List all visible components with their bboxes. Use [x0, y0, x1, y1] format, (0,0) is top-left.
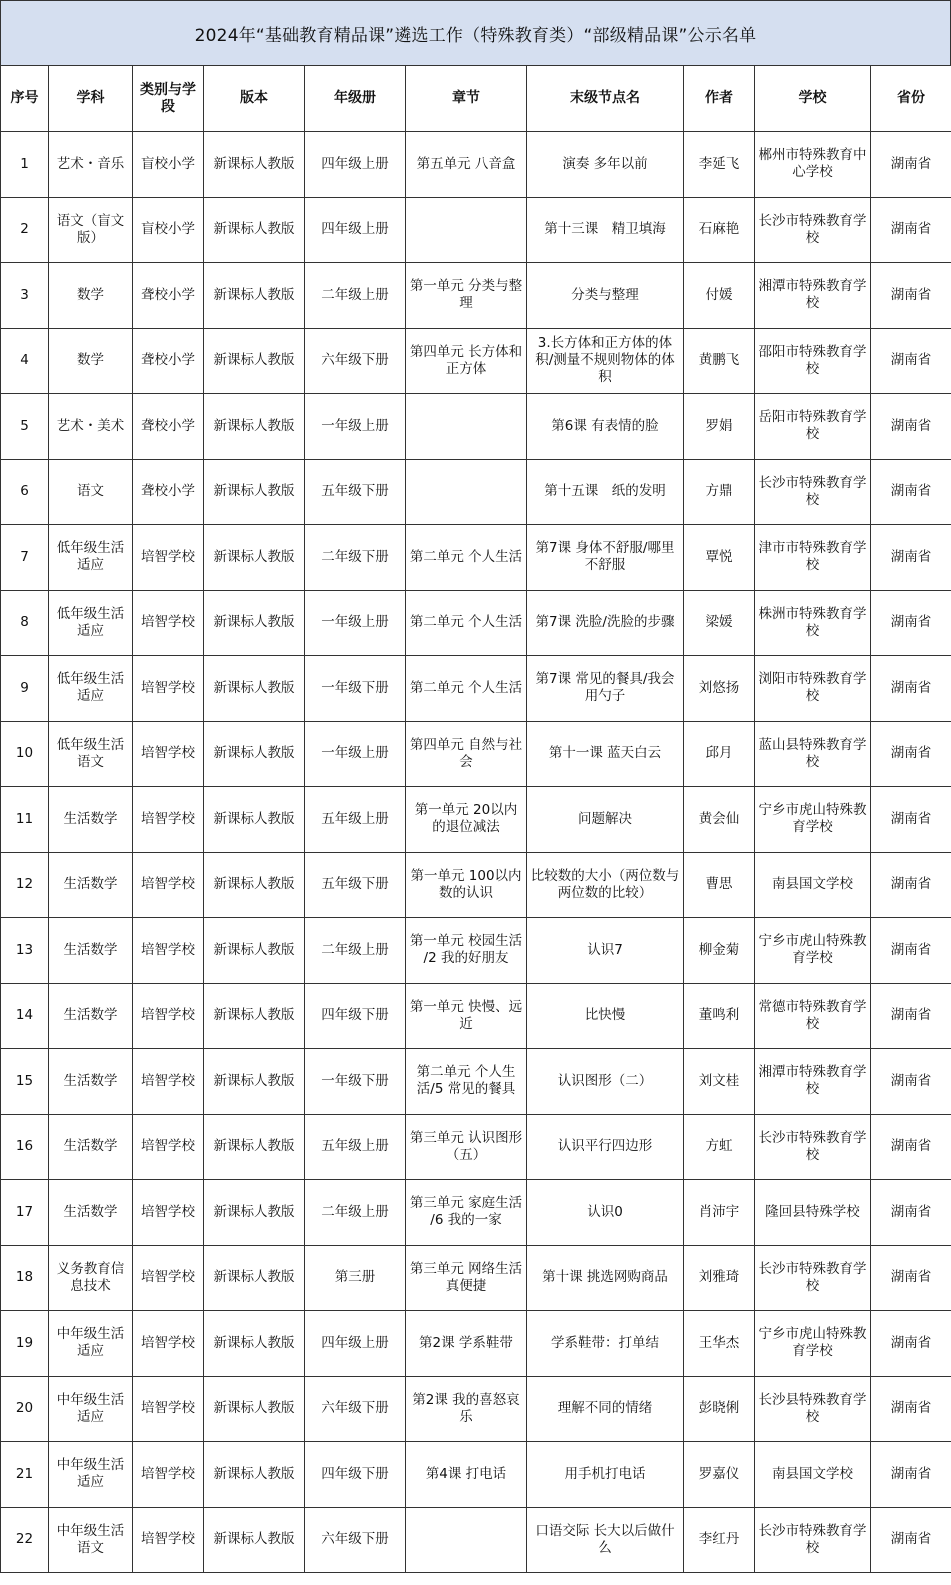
table-row — [1, 1114, 951, 1180]
cell-node: 演奏 多年以前 — [527, 132, 684, 198]
cell-province: 湖南省 — [871, 656, 951, 722]
cell-school: 株洲市特殊教育学校 — [755, 590, 871, 656]
cell-no: 3 — [1, 263, 49, 329]
cell-subject: 生活数学 — [49, 1114, 133, 1180]
table-row — [1, 525, 951, 591]
cell-category: 培智学校 — [133, 721, 204, 787]
cell-author: 柳金菊 — [684, 918, 755, 984]
cell-province: 湖南省 — [871, 918, 951, 984]
cell-category: 盲校小学 — [133, 197, 204, 263]
cell-no: 14 — [1, 983, 49, 1049]
cell-category: 聋校小学 — [133, 328, 204, 394]
header-chapter: 章节 — [406, 66, 527, 132]
cell-grade: 第三册 — [305, 1245, 406, 1311]
cell-grade: 五年级下册 — [305, 852, 406, 918]
cell-edition: 新课标人教版 — [204, 1180, 305, 1246]
cell-chapter: 第2课 学系鞋带 — [406, 1311, 527, 1377]
table-row — [1, 394, 951, 460]
cell-edition: 新课标人教版 — [204, 1507, 305, 1573]
cell-node: 分类与整理 — [527, 263, 684, 329]
cell-school: 长沙市特殊教育学校 — [755, 197, 871, 263]
cell-chapter: 第三单元 网络生活真便捷 — [406, 1245, 527, 1311]
cell-province: 湖南省 — [871, 1442, 951, 1508]
cell-subject: 语文（盲文版） — [49, 197, 133, 263]
cell-school: 宁乡市虎山特殊教育学校 — [755, 1311, 871, 1377]
cell-author: 黄会仙 — [684, 787, 755, 853]
cell-province: 湖南省 — [871, 525, 951, 591]
cell-author: 刘文桂 — [684, 1049, 755, 1115]
cell-subject: 低年级生活适应 — [49, 525, 133, 591]
cell-node: 比快慢 — [527, 983, 684, 1049]
cell-category: 培智学校 — [133, 1180, 204, 1246]
cell-edition: 新课标人教版 — [204, 197, 305, 263]
cell-no: 21 — [1, 1442, 49, 1508]
cell-school: 邵阳市特殊教育学校 — [755, 328, 871, 394]
cell-chapter — [406, 1507, 527, 1573]
cell-grade: 六年级下册 — [305, 1376, 406, 1442]
cell-no: 7 — [1, 525, 49, 591]
cell-no: 13 — [1, 918, 49, 984]
cell-author: 肖沛宇 — [684, 1180, 755, 1246]
cell-edition: 新课标人教版 — [204, 1114, 305, 1180]
cell-edition: 新课标人教版 — [204, 263, 305, 329]
cell-node: 认识图形（二） — [527, 1049, 684, 1115]
cell-chapter: 第二单元 个人生活 — [406, 525, 527, 591]
cell-grade: 二年级上册 — [305, 1180, 406, 1246]
cell-subject: 低年级生活适应 — [49, 590, 133, 656]
cell-chapter — [406, 197, 527, 263]
cell-no: 4 — [1, 328, 49, 394]
cell-chapter: 第4课 打电话 — [406, 1442, 527, 1508]
cell-node: 问题解决 — [527, 787, 684, 853]
cell-no: 20 — [1, 1376, 49, 1442]
cell-grade: 二年级下册 — [305, 525, 406, 591]
cell-category: 培智学校 — [133, 1442, 204, 1508]
cell-edition: 新课标人教版 — [204, 656, 305, 722]
cell-school: 长沙市特殊教育学校 — [755, 1507, 871, 1573]
header-category: 类别与学段 — [133, 66, 204, 132]
cell-province: 湖南省 — [871, 263, 951, 329]
cell-chapter: 第四单元 自然与社会 — [406, 721, 527, 787]
cell-school: 蓝山县特殊教育学校 — [755, 721, 871, 787]
cell-node: 认识0 — [527, 1180, 684, 1246]
cell-school: 岳阳市特殊教育学校 — [755, 394, 871, 460]
header-no: 序号 — [1, 66, 49, 132]
cell-no: 6 — [1, 459, 49, 525]
table-row — [1, 852, 951, 918]
cell-school: 常德市特殊教育学校 — [755, 983, 871, 1049]
cell-category: 培智学校 — [133, 656, 204, 722]
table-row — [1, 328, 951, 394]
cell-author: 李延飞 — [684, 132, 755, 198]
cell-grade: 四年级上册 — [305, 1311, 406, 1377]
cell-node: 第7课 常见的餐具/我会用勺子 — [527, 656, 684, 722]
cell-province: 湖南省 — [871, 1376, 951, 1442]
cell-chapter: 第2课 我的喜怒哀乐 — [406, 1376, 527, 1442]
cell-subject: 低年级生活语文 — [49, 721, 133, 787]
cell-chapter: 第二单元 个人生活 — [406, 656, 527, 722]
cell-subject: 语文 — [49, 459, 133, 525]
cell-grade: 一年级上册 — [305, 721, 406, 787]
cell-school: 南县国文学校 — [755, 852, 871, 918]
header-edition: 版本 — [204, 66, 305, 132]
cell-subject: 中年级生活适应 — [49, 1376, 133, 1442]
cell-category: 盲校小学 — [133, 132, 204, 198]
table-row — [1, 197, 951, 263]
cell-node: 理解不同的情绪 — [527, 1376, 684, 1442]
publication-list-table — [0, 65, 951, 1573]
cell-subject: 数学 — [49, 328, 133, 394]
cell-edition: 新课标人教版 — [204, 983, 305, 1049]
cell-edition: 新课标人教版 — [204, 721, 305, 787]
cell-author: 董鸣利 — [684, 983, 755, 1049]
cell-grade: 五年级上册 — [305, 787, 406, 853]
cell-no: 22 — [1, 1507, 49, 1573]
cell-grade: 二年级上册 — [305, 918, 406, 984]
page-title: 2024年“基础教育精品课”遴选工作（特殊教育类）“部级精品课”公示名单 — [0, 0, 951, 66]
cell-no: 1 — [1, 132, 49, 198]
cell-grade: 一年级上册 — [305, 394, 406, 460]
cell-school: 南县国文学校 — [755, 1442, 871, 1508]
cell-author: 李红丹 — [684, 1507, 755, 1573]
cell-chapter — [406, 459, 527, 525]
cell-subject: 生活数学 — [49, 1049, 133, 1115]
cell-category: 培智学校 — [133, 787, 204, 853]
cell-province: 湖南省 — [871, 1311, 951, 1377]
cell-chapter: 第一单元 100以内数的认识 — [406, 852, 527, 918]
cell-author: 方鼎 — [684, 459, 755, 525]
cell-no: 12 — [1, 852, 49, 918]
cell-school: 津市市特殊教育学校 — [755, 525, 871, 591]
cell-author: 罗娟 — [684, 394, 755, 460]
header-subject: 学科 — [49, 66, 133, 132]
cell-subject: 生活数学 — [49, 852, 133, 918]
table-row — [1, 1442, 951, 1508]
cell-edition: 新课标人教版 — [204, 590, 305, 656]
cell-grade: 六年级下册 — [305, 328, 406, 394]
cell-author: 罗嘉仪 — [684, 1442, 755, 1508]
table-row — [1, 1049, 951, 1115]
cell-province: 湖南省 — [871, 1114, 951, 1180]
cell-school: 长沙县特殊教育学校 — [755, 1376, 871, 1442]
cell-author: 邱月 — [684, 721, 755, 787]
header-author: 作者 — [684, 66, 755, 132]
cell-chapter: 第五单元 八音盒 — [406, 132, 527, 198]
cell-province: 湖南省 — [871, 459, 951, 525]
cell-category: 培智学校 — [133, 1049, 204, 1115]
cell-node: 3.长方体和正方体的体积/测量不规则物体的体积 — [527, 328, 684, 394]
header-school: 学校 — [755, 66, 871, 132]
cell-province: 湖南省 — [871, 1507, 951, 1573]
table-row — [1, 459, 951, 525]
cell-node: 比较数的大小（两位数与两位数的比较） — [527, 852, 684, 918]
table-row — [1, 263, 951, 329]
cell-category: 培智学校 — [133, 525, 204, 591]
cell-node: 第十三课 精卫填海 — [527, 197, 684, 263]
cell-chapter: 第四单元 长方体和正方体 — [406, 328, 527, 394]
cell-author: 彭晓俐 — [684, 1376, 755, 1442]
cell-grade: 四年级上册 — [305, 197, 406, 263]
cell-province: 湖南省 — [871, 197, 951, 263]
cell-school: 宁乡市虎山特殊教育学校 — [755, 918, 871, 984]
cell-category: 培智学校 — [133, 918, 204, 984]
cell-category: 培智学校 — [133, 1376, 204, 1442]
cell-category: 培智学校 — [133, 1311, 204, 1377]
cell-school: 隆回县特殊学校 — [755, 1180, 871, 1246]
cell-grade: 五年级下册 — [305, 459, 406, 525]
cell-province: 湖南省 — [871, 983, 951, 1049]
cell-grade: 四年级上册 — [305, 132, 406, 198]
cell-province: 湖南省 — [871, 132, 951, 198]
cell-node: 第十一课 蓝天白云 — [527, 721, 684, 787]
cell-school: 长沙市特殊教育学校 — [755, 459, 871, 525]
cell-edition: 新课标人教版 — [204, 1376, 305, 1442]
cell-chapter: 第二单元 个人生活/5 常见的餐具 — [406, 1049, 527, 1115]
table-row — [1, 1376, 951, 1442]
cell-author: 王华杰 — [684, 1311, 755, 1377]
cell-province: 湖南省 — [871, 721, 951, 787]
cell-subject: 生活数学 — [49, 787, 133, 853]
cell-node: 第十课 挑选网购商品 — [527, 1245, 684, 1311]
cell-category: 培智学校 — [133, 1507, 204, 1573]
cell-category: 培智学校 — [133, 590, 204, 656]
cell-province: 湖南省 — [871, 852, 951, 918]
cell-no: 11 — [1, 787, 49, 853]
cell-edition: 新课标人教版 — [204, 918, 305, 984]
cell-province: 湖南省 — [871, 787, 951, 853]
cell-edition: 新课标人教版 — [204, 328, 305, 394]
cell-subject: 艺术・音乐 — [49, 132, 133, 198]
cell-edition: 新课标人教版 — [204, 1442, 305, 1508]
cell-grade: 六年级下册 — [305, 1507, 406, 1573]
table-row — [1, 132, 951, 198]
cell-province: 湖南省 — [871, 1049, 951, 1115]
cell-subject: 生活数学 — [49, 918, 133, 984]
table-row — [1, 983, 951, 1049]
cell-subject: 中年级生活语文 — [49, 1507, 133, 1573]
cell-edition: 新课标人教版 — [204, 394, 305, 460]
cell-edition: 新课标人教版 — [204, 1245, 305, 1311]
cell-grade: 一年级下册 — [305, 1049, 406, 1115]
cell-chapter: 第三单元 家庭生活 /6 我的一家 — [406, 1180, 527, 1246]
cell-edition: 新课标人教版 — [204, 852, 305, 918]
cell-edition: 新课标人教版 — [204, 525, 305, 591]
cell-author: 梁媛 — [684, 590, 755, 656]
cell-no: 2 — [1, 197, 49, 263]
cell-province: 湖南省 — [871, 394, 951, 460]
cell-author: 付媛 — [684, 263, 755, 329]
cell-node: 认识7 — [527, 918, 684, 984]
cell-category: 培智学校 — [133, 983, 204, 1049]
cell-province: 湖南省 — [871, 1245, 951, 1311]
cell-province: 湖南省 — [871, 590, 951, 656]
cell-grade: 四年级下册 — [305, 1442, 406, 1508]
header-node: 末级节点名 — [527, 66, 684, 132]
cell-subject: 低年级生活适应 — [49, 656, 133, 722]
header-province: 省份 — [871, 66, 951, 132]
cell-province: 湖南省 — [871, 328, 951, 394]
cell-node: 认识平行四边形 — [527, 1114, 684, 1180]
cell-chapter — [406, 394, 527, 460]
cell-chapter: 第一单元 校园生活 /2 我的好朋友 — [406, 918, 527, 984]
cell-no: 15 — [1, 1049, 49, 1115]
cell-subject: 数学 — [49, 263, 133, 329]
cell-node: 口语交际 长大以后做什么 — [527, 1507, 684, 1573]
cell-chapter: 第二单元 个人生活 — [406, 590, 527, 656]
cell-edition: 新课标人教版 — [204, 1311, 305, 1377]
cell-subject: 生活数学 — [49, 1180, 133, 1246]
cell-chapter: 第一单元 快慢、远近 — [406, 983, 527, 1049]
cell-author: 方虹 — [684, 1114, 755, 1180]
cell-no: 18 — [1, 1245, 49, 1311]
cell-category: 培智学校 — [133, 852, 204, 918]
cell-school: 浏阳市特殊教育学校 — [755, 656, 871, 722]
table-row — [1, 1245, 951, 1311]
cell-node: 第7课 身体不舒服/哪里不舒服 — [527, 525, 684, 591]
cell-author: 黄鹏飞 — [684, 328, 755, 394]
cell-school: 长沙市特殊教育学校 — [755, 1114, 871, 1180]
cell-edition: 新课标人教版 — [204, 459, 305, 525]
cell-no: 16 — [1, 1114, 49, 1180]
cell-school: 湘潭市特殊教育学校 — [755, 263, 871, 329]
table-header-row — [1, 66, 951, 132]
cell-chapter: 第一单元 分类与整理 — [406, 263, 527, 329]
header-grade: 年级册 — [305, 66, 406, 132]
table-row — [1, 1180, 951, 1246]
cell-school: 湘潭市特殊教育学校 — [755, 1049, 871, 1115]
cell-grade: 二年级上册 — [305, 263, 406, 329]
cell-category: 聋校小学 — [133, 459, 204, 525]
cell-node: 用手机打电话 — [527, 1442, 684, 1508]
table-row — [1, 721, 951, 787]
cell-grade: 一年级上册 — [305, 590, 406, 656]
cell-node: 学系鞋带：打单结 — [527, 1311, 684, 1377]
cell-author: 刘悠扬 — [684, 656, 755, 722]
cell-subject: 艺术・美术 — [49, 394, 133, 460]
cell-node: 第7课 洗脸/洗脸的步骤 — [527, 590, 684, 656]
cell-no: 10 — [1, 721, 49, 787]
cell-author: 曹思 — [684, 852, 755, 918]
cell-author: 刘雅琦 — [684, 1245, 755, 1311]
cell-school: 长沙市特殊教育学校 — [755, 1245, 871, 1311]
cell-category: 培智学校 — [133, 1245, 204, 1311]
cell-no: 9 — [1, 656, 49, 722]
cell-node: 第6课 有表情的脸 — [527, 394, 684, 460]
table-row — [1, 787, 951, 853]
cell-subject: 生活数学 — [49, 983, 133, 1049]
cell-subject: 中年级生活适应 — [49, 1311, 133, 1377]
cell-no: 8 — [1, 590, 49, 656]
cell-grade: 四年级下册 — [305, 983, 406, 1049]
cell-edition: 新课标人教版 — [204, 132, 305, 198]
cell-edition: 新课标人教版 — [204, 1049, 305, 1115]
cell-node: 第十五课 纸的发明 — [527, 459, 684, 525]
cell-author: 石麻艳 — [684, 197, 755, 263]
cell-no: 17 — [1, 1180, 49, 1246]
cell-school: 宁乡市虎山特殊教育学校 — [755, 787, 871, 853]
cell-no: 5 — [1, 394, 49, 460]
cell-no: 19 — [1, 1311, 49, 1377]
cell-edition: 新课标人教版 — [204, 787, 305, 853]
cell-category: 培智学校 — [133, 1114, 204, 1180]
cell-grade: 一年级下册 — [305, 656, 406, 722]
table-row — [1, 590, 951, 656]
cell-chapter: 第三单元 认识图形（五） — [406, 1114, 527, 1180]
cell-province: 湖南省 — [871, 1180, 951, 1246]
cell-school: 郴州市特殊教育中心学校 — [755, 132, 871, 198]
cell-subject: 义务教育信息技术 — [49, 1245, 133, 1311]
table-row — [1, 656, 951, 722]
table-row — [1, 1507, 951, 1573]
cell-chapter: 第一单元 20以内的退位减法 — [406, 787, 527, 853]
cell-subject: 中年级生活适应 — [49, 1442, 133, 1508]
table-row — [1, 918, 951, 984]
table-row — [1, 1311, 951, 1377]
cell-category: 聋校小学 — [133, 394, 204, 460]
cell-author: 覃悦 — [684, 525, 755, 591]
cell-category: 聋校小学 — [133, 263, 204, 329]
cell-grade: 五年级上册 — [305, 1114, 406, 1180]
